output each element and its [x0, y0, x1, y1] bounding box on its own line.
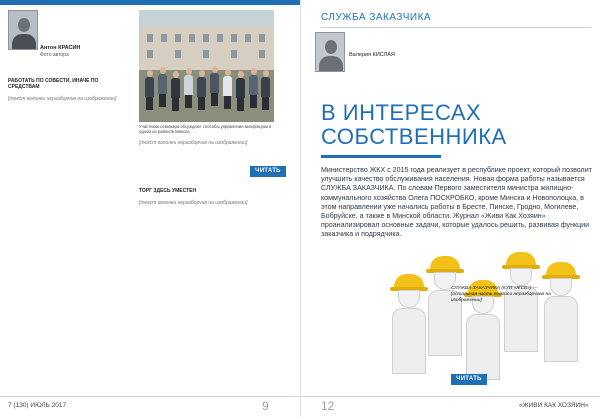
article-lead: Министерство ЖКХ с 2015 года реализует в республике проект, который позволит улучшить качество обслуживания населения. Новая форма работы называется СЛУЖБА ЗАКАЗЧИКА. По словам Первого заместителя министра жилищно-коммунального хозяйства Олега ПОСКРОБКО, кроме Минска и Новополоцка, в этом направлении уже начались работы в Бресте, Пинске, Гродно, Могилеве, Бобруйске, а также в Минской области. Журнал «Живи Как Хозяин» проанализировал основные задачи, которые удалось решить, развивая функции заказчика и подрядчика. — [321, 166, 592, 239]
group-photo — [139, 10, 274, 122]
section-rule — [321, 27, 591, 28]
column2-heading: ТОРГ ЗДЕСЬ УМЕСТЕН — [139, 188, 197, 194]
author2-name: Валерия КИСЛАЯ — [349, 52, 395, 58]
photo-caption: Участники семинара обсуждают способы управления жилфондом в одном из районов Минска — [139, 124, 272, 134]
magazine-name: «ЖИВИ КАК ХОЗЯИН» — [519, 402, 589, 409]
page-number-left: 9 — [262, 399, 269, 413]
left-footer — [0, 396, 300, 417]
author-photo-head — [18, 18, 30, 32]
read-button-right[interactable]: ЧИТАТЬ — [451, 374, 487, 385]
page-number-right: 12 — [321, 399, 335, 413]
column1-body: [текст колонки неразборчив на изображении] — [8, 96, 117, 102]
author-photo-body — [12, 34, 36, 50]
author2-photo — [315, 32, 345, 72]
author2-photo-body — [319, 56, 343, 72]
photo-building — [139, 26, 274, 70]
issue-info: 7 (130) ИЮЛЬ 2017 — [8, 402, 67, 409]
workers-illustration — [385, 240, 595, 390]
illustration-caption: СЛУЖБА ЗАКАЗЧИКА (КУП «ЖСБ») — [остальная часть подписи неразборчива на изображении] — [451, 286, 551, 303]
column1-heading: РАБОТАТЬ ПО СОВЕСТИ, ИНАЧЕ ПО СРЕДСТВАМ — [8, 78, 99, 90]
author-photo — [8, 10, 38, 50]
author-name: Антон КРАСИН — [40, 45, 81, 51]
author2-photo-head — [325, 40, 337, 54]
column2-body-bottom: [текст колонки неразборчив на изображении] — [139, 200, 248, 206]
headline-rule — [321, 155, 441, 158]
top-accent-bar — [0, 0, 300, 5]
right-footer — [301, 396, 600, 417]
read-button-left[interactable]: ЧИТАТЬ — [250, 166, 286, 177]
column2-body-top: [текст колонки неразборчив на изображении] — [139, 140, 248, 146]
article-headline: В ИНТЕРЕСАХ СОБСТВЕННИКА — [321, 100, 507, 149]
section-label: СЛУЖБА ЗАКАЗЧИКА — [321, 12, 432, 23]
author-role: Фото автора — [40, 52, 69, 58]
right-page — [300, 0, 600, 417]
